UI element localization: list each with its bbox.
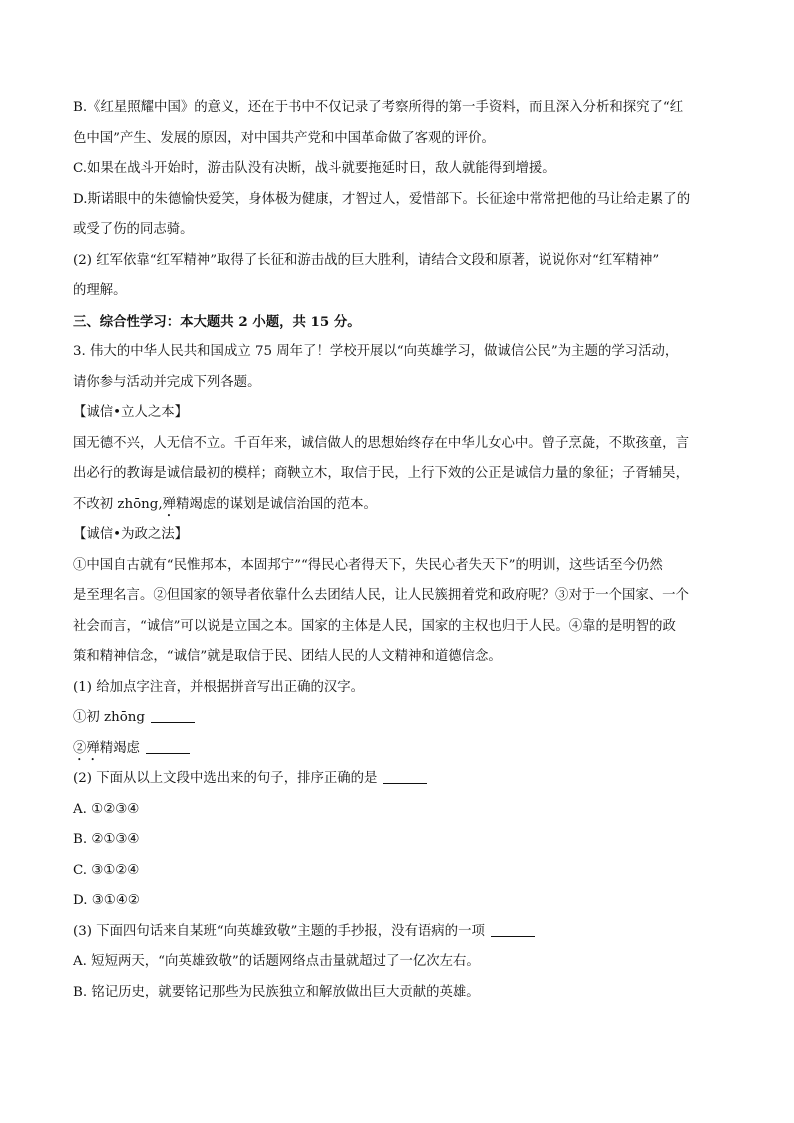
sentence-b: B. 铭记历史，就要铭记那些为民族独立和解放做出巨大贡献的英雄。 xyxy=(73,984,480,1000)
option-b-red-star-line-2: 色中国”产生、发展的原因，对中国共产党和中国革命做了客观的评价。 xyxy=(73,130,495,146)
option-d-zhude-line-1: D.斯诺眼中的朱德愉快爱笑，身体极为健康，才智过人，爱惜部下。长征途中常常把他的马让给走累了的 xyxy=(73,191,691,207)
dotted-character: 殚 xyxy=(162,496,177,512)
sentence-a: A. 短短两天，“向英雄致敬”的话题网络点击量就超过了一亿次左右。 xyxy=(73,954,480,969)
integrity-heading-1: 【诚信•立人之本】 xyxy=(73,405,189,420)
question-2-line-2: 的理解。 xyxy=(73,283,127,298)
subquestion-2-text: (2) 下面从以上文段中选出来的句子，排序正确的是 xyxy=(73,771,378,786)
passage-2-line-3: 社会而言，“诚信”可以说是立国之本。国家的主体是人民，国家的主权也归于人民。④靠的是明智的政 xyxy=(73,618,676,634)
answer-blank[interactable] xyxy=(146,739,190,754)
option-b: B. ②①③④ xyxy=(73,832,140,847)
passage-1-line-2: 出必行的教诲是诚信最初的模样；商鞅立木，取信于民，上行下效的公正是诚信力量的象征；子胥辅吴， xyxy=(73,466,689,481)
passage-1-line-3-end: 精竭虑的谋划是诚信治国的范本。 xyxy=(176,496,377,512)
subquestion-1-item-a xyxy=(73,703,723,734)
option-d: D. ③①④② xyxy=(73,893,140,908)
answer-blank[interactable] xyxy=(383,769,427,784)
passage-1-line-1: 国无德不兴，人无信不立。千百年来，诚信做人的思想始终存在中华儿女心中。曾子烹彘，不欺孩童，言 xyxy=(73,435,689,451)
integrity-heading-2: 【诚信•为政之法】 xyxy=(73,527,189,542)
option-c: C. ③①②④ xyxy=(73,862,140,878)
item-b-dotted-text: ②殚 xyxy=(73,740,100,756)
passage-2-line-4: 策和精神信念，“诚信”就是取信于民、团结人民的人文精神和道德信念。 xyxy=(73,649,502,664)
item-b-text: 精竭虑 xyxy=(99,740,140,756)
subquestion-1: (1) 给加点字注音，并根据拼音写出正确的汉字。 xyxy=(73,679,365,695)
document-page xyxy=(73,93,723,1008)
option-c-guerrilla: C.如果在战斗开始时，游击队没有决断，战斗就要拖延时日，敌人就能得到增援。 xyxy=(73,161,556,176)
passage-1-line-3-start: 不改初 zhōng, xyxy=(73,496,163,512)
option-a: A. ①②③④ xyxy=(73,801,140,817)
answer-blank[interactable] xyxy=(491,922,535,937)
question-3-line-1: 3. 伟大的中华人民共和国成立 75 周年了！学校开展以“向英雄学习，做诚信公民”为主题的学习活动， xyxy=(73,344,679,359)
subquestion-2 xyxy=(73,764,723,795)
question-3-line-2: 请你参与活动并完成下列各题。 xyxy=(73,374,261,390)
subquestion-3 xyxy=(73,917,723,948)
passage-2-line-2: 是至理名言。②但国家的领导者依靠什么去团结人民，让人民簇拥着党和政府呢？③对于一个国家、一个 xyxy=(73,588,689,603)
passage-2-line-1: ①中国自古就有“民惟邦本，本固邦宁”“得民心者得天下，失民心者失天下”的明训，这些话至今仍然 xyxy=(73,557,663,573)
option-d-zhude-line-2: 或受了伤的同志骑。 xyxy=(73,222,194,237)
item-a-text: ①初 zhōng xyxy=(73,710,145,725)
answer-blank[interactable] xyxy=(151,708,195,723)
option-b-red-star-line-1: B.《红星照耀中国》的意义，还在于书中不仅记录了考察所得的第一手资料，而且深入分析和探究了“红 xyxy=(73,100,684,115)
question-2-line-1: (2) 红军依靠“红军精神”取得了长征和游击战的巨大胜利，请结合文段和原著，说说你对“红军精神” xyxy=(73,252,660,268)
subquestion-3-text: (3) 下面四句话来自某班“向英雄致敬”主题的手抄报，没有语病的一项 xyxy=(73,923,485,939)
subquestion-1-item-b xyxy=(73,734,723,765)
passage-1-line-3 xyxy=(73,490,723,521)
section-3-heading: 三、综合性学习：本大题共 2 小题，共 15 分。 xyxy=(73,313,361,330)
